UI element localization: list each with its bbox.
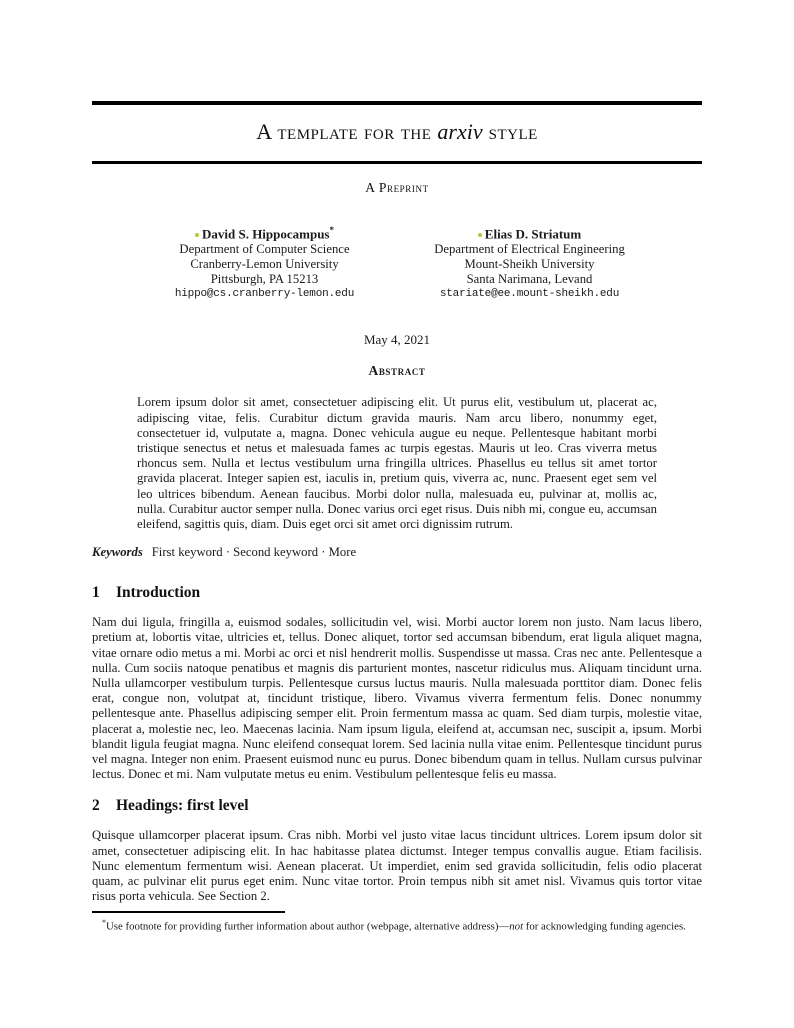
- author-1: [132, 222, 397, 302]
- author-2-institution: Mount-Sheikh University: [464, 257, 595, 272]
- section-2-title: Headings: first level: [116, 797, 249, 815]
- footnote-marker: *: [102, 917, 106, 927]
- section-1-title: Introduction: [116, 584, 201, 602]
- author-2: [397, 222, 662, 302]
- author-1-institution: Cranberry-Lemon University: [190, 257, 339, 272]
- footnote-text-after: for acknowledging funding agencies.: [523, 920, 686, 933]
- keywords-line: [92, 545, 702, 560]
- author-2-department: Department of Electrical Engineering: [434, 242, 625, 257]
- paper-title: [92, 119, 702, 145]
- author-1-email: hippo@cs.cranberry-lemon.edu: [174, 288, 355, 301]
- author-2-name: Elias D. Striatum: [484, 226, 582, 242]
- section-2-paragraph: Quisque ullamcorper placerat ipsum. Cras nibh. Morbi vel justo vitae lacus tincidunt ultrices. Lorem ipsum dolor sit amet, consectetuer adipiscing elit. In hac habitasse platea dictumst. Integer tempus convallis augue. Etiam facilisis. Nunc elementum fermentum wisi. Aenean placerat. Ut imperdiet, enim sed gravida sollicitudin, felis odio placerat quam, ac pulvinar elit purus eget enim. Nunc vitae tortor. Proin tempus nibh sit amet nisl. Vivamus quis tortor vitae risus porta vehicula. See Section 2.: [92, 828, 702, 904]
- paper-title-suffix: style: [482, 119, 538, 144]
- section-1-number: 1: [92, 584, 100, 602]
- section-2-number: 2: [92, 797, 100, 815]
- author-1-address: Pittsburgh, PA 15213: [210, 272, 319, 287]
- paper-title-emphasis: arxiv: [437, 119, 483, 144]
- author-1-department: Department of Computer Science: [179, 242, 350, 257]
- abstract-text: Lorem ipsum dolor sit amet, consectetuer adipiscing elit. Ut purus elit, vestibulum ut, placerat ac, adipiscing vitae, felis. Curabitur dictum gravida mauris. Nam arcu libero, nonummy eget, consectetuer id, vulputate a, magna. Donec vehicula augue eu neque. Pellentesque habitant morbi tristique senectus et netus et malesuada fames ac turpis egestas. Mauris ut leo. Cras viverra metus rhoncus sem. Nulla et lectus vestibulum urna fringilla ultrices. Phasellus eu tellus sit amet tortor gravida placerat. Integer sapien est, iaculis in, pretium quis, viverra ac, nunc. Praesent eget sem vel leo ultrices bibendum. Aenean faucibus. Morbi dolor nulla, malesuada eu, pulvinar at, mollis ac, nulla. Curabitur auctor semper nulla. Donec varius orci eget risus. Duis nibh mi, congue eu, accumsan eleifend, sagittis quis, diam. Duis eget orci sit amet orci dignissim rutrum.: [137, 395, 657, 531]
- section-2-heading: [92, 797, 702, 815]
- orcid-icon: [195, 233, 199, 237]
- keywords-label: Keywords: [92, 545, 143, 560]
- footnote: [92, 916, 702, 934]
- author-block: [132, 222, 662, 302]
- keywords-text: First keyword · Second keyword · More: [151, 545, 357, 560]
- title-rule-top: [92, 101, 702, 105]
- section-1-heading: [92, 584, 702, 602]
- author-2-email: stariate@ee.mount-sheikh.edu: [439, 288, 620, 301]
- author-1-name-line: [132, 222, 397, 242]
- title-rule-bottom: [92, 161, 702, 164]
- author-2-name-line: [397, 222, 662, 242]
- paper-date: May 4, 2021: [363, 332, 431, 348]
- orcid-icon: [478, 233, 482, 237]
- preprint-label: A Preprint: [365, 180, 429, 195]
- section-1-paragraph: Nam dui ligula, fringilla a, euismod sodales, sollicitudin vel, wisi. Morbi auctor lorem non justo. Nam lacus libero, pretium at, lobortis vitae, ultricies et, tellus. Donec aliquet, tortor sed accumsan bibendum, erat ligula aliquet magna, vitae ornare odio metus a mi. Morbi ac orci et nisl hendrerit mollis. Suspendisse ut massa. Cras nec ante. Pellentesque a nulla. Cum sociis natoque penatibus et magnis dis parturient montes, nascetur ridiculus mus. Aliquam tincidunt urna. Nulla ullamcorper vestibulum turpis. Pellentesque cursus luctus mauris. Nulla malesuada porttitor diam. Donec felis erat, congue non, volutpat at, tincidunt tristique, libero. Vivamus viverra fermentum felis. Donec nonummy pellentesque ante. Phasellus adipiscing semper elit. Proin fermentum massa ac quam. Sed diam turpis, molestie vitae, placerat a, molestie nec, leo. Maecenas lacinia. Nam ipsum ligula, eleifend at, accumsan nec, suscipit a, ipsum. Morbi blandit ligula feugiat magna. Nunc eleifend consequat lorem. Sed lacinia nulla vitae enim. Pellentesque tincidunt purus vel magna. Integer non enim. Praesent euismod nunc eu purus. Donec bibendum quam in tellus. Nullam cursus pulvinar lectus. Donec et mi. Nam vulputate metus eu enim. Vestibulum pellentesque felis eu massa.: [92, 615, 702, 782]
- footnote-text-before: Use footnote for providing further information about author (webpage, alternative address)—: [106, 920, 510, 933]
- author-1-footnote-marker: *: [329, 225, 334, 235]
- author-1-name: David S. Hippocampus: [201, 226, 330, 242]
- footnote-rule: [92, 911, 285, 913]
- footnote-emphasis: not: [509, 920, 524, 933]
- paper-title-prefix: A template for the: [256, 119, 438, 144]
- abstract-heading: Abstract: [368, 363, 426, 379]
- author-2-address: Santa Narimana, Levand: [466, 272, 593, 287]
